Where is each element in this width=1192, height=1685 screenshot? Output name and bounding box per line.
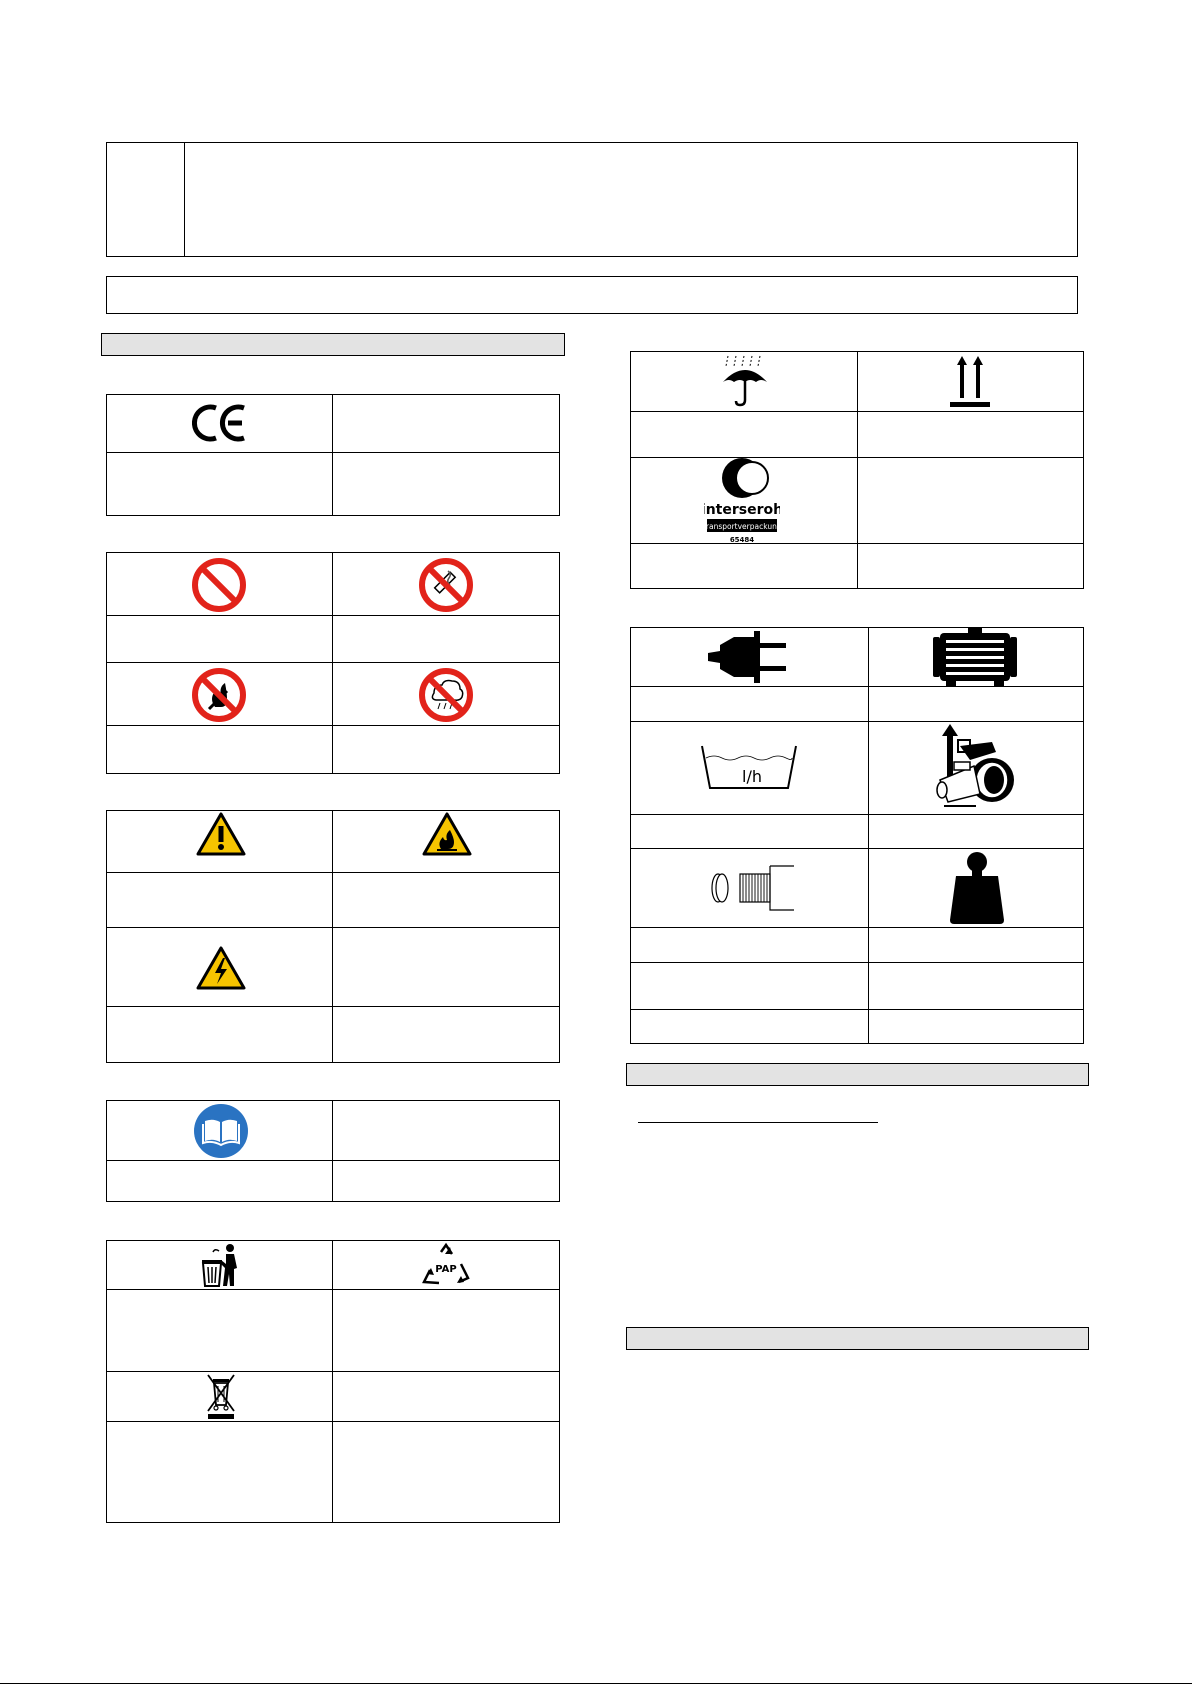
page-bottom-rule <box>0 1683 1192 1684</box>
packaging-table-h3 <box>630 543 1084 544</box>
weight-icon <box>948 850 1006 931</box>
delivery-height-pump-icon <box>930 722 1020 817</box>
warning-table-h3 <box>106 1006 560 1007</box>
ce-table <box>106 394 560 516</box>
no-open-flame-icon <box>191 667 247 728</box>
manual-table-h1 <box>106 1160 560 1161</box>
technical-table-vdiv <box>868 627 869 1044</box>
prohibition-icon <box>191 557 247 618</box>
prohibition-table-h1 <box>106 615 560 616</box>
tidy-disposal-icon <box>199 1243 243 1293</box>
ce-table-vdiv <box>332 394 333 516</box>
flow-label: l/h <box>742 767 762 786</box>
manual-table <box>106 1100 560 1202</box>
technical-table-h5 <box>630 927 1084 928</box>
warning-table-vdiv <box>332 810 333 1063</box>
header-box <box>106 142 1078 257</box>
disposal-table-h1 <box>106 1289 560 1290</box>
prohibition-table-vdiv <box>332 552 333 774</box>
prohibition-table-h3 <box>106 725 560 726</box>
paper-recycling-icon <box>421 1242 471 1293</box>
interseroh-name: interseroh <box>704 502 780 518</box>
keep-dry-umbrella-icon <box>720 354 770 413</box>
this-way-up-icon <box>948 354 992 415</box>
warning-table-h2 <box>106 927 560 928</box>
manual-table-vdiv <box>332 1100 333 1202</box>
read-manual-icon <box>192 1104 250 1163</box>
section-heading-2 <box>626 1327 1089 1350</box>
power-plug-icon <box>706 629 790 690</box>
no-spray-water-icon <box>418 667 474 728</box>
warning-table <box>106 810 560 1063</box>
flow-rate-icon <box>700 742 798 797</box>
packaging-table-vdiv <box>857 351 858 589</box>
prohibition-table <box>106 552 560 774</box>
disposal-table-h2 <box>106 1371 560 1372</box>
warning-electric-icon <box>195 945 247 996</box>
recycling-label: PAP <box>435 1264 457 1275</box>
section-heading-symbols <box>101 333 565 356</box>
header-divider <box>184 142 185 257</box>
disposal-table-vdiv <box>332 1240 333 1523</box>
ce-mark-icon <box>192 402 248 449</box>
packaging-table-h1 <box>630 411 1084 412</box>
warning-flammable-icon <box>421 811 473 862</box>
technical-table-h7 <box>630 1009 1084 1010</box>
disposal-table <box>106 1240 560 1523</box>
section-heading-1 <box>626 1063 1089 1086</box>
technical-table-h4 <box>630 848 1084 849</box>
interseroh-logo <box>704 458 780 549</box>
ce-table-hdiv <box>106 452 560 453</box>
packaging-table-h2 <box>630 457 1084 458</box>
subheader-box <box>106 276 1078 314</box>
thread-connection-icon <box>708 864 796 917</box>
no-smoking-icon <box>418 557 474 618</box>
prohibition-table-h2 <box>106 662 560 663</box>
weee-crossed-bin-icon <box>205 1373 237 1425</box>
disposal-table-h3 <box>106 1421 560 1422</box>
motor-icon <box>932 627 1018 692</box>
underlined-heading-rule <box>638 1122 878 1123</box>
warning-general-icon <box>195 811 247 862</box>
warning-table-h1 <box>106 872 560 873</box>
interseroh-band: Transportverpackung <box>704 522 780 531</box>
technical-table-h6 <box>630 962 1084 963</box>
interseroh-number: 65484 <box>729 536 755 544</box>
